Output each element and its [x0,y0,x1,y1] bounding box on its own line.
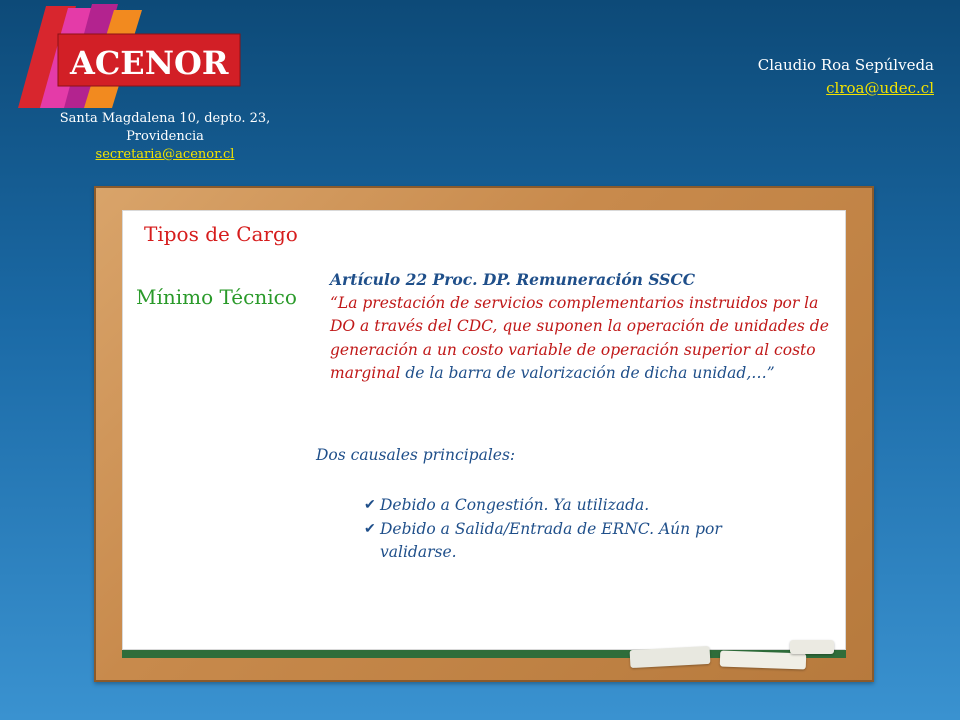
slide-title: Tipos de Cargo [144,222,298,246]
article-heading: Artículo 22 Proc. DP. Remuneración SSCC [330,270,696,289]
chalkboard-frame [94,186,874,682]
checkmark-icon: ✔ [364,497,376,513]
article-quote-blue: de la barra de valorización de dicha unidad,…” [400,364,775,382]
list-item-text: Debido a Congestión. Ya utilizada. [380,496,650,514]
logo-text: ACENOR [70,44,229,82]
checkmark-icon: ✔ [364,520,376,537]
author-block [758,54,934,100]
list-item [366,494,786,518]
causales-label: Dos causales principales: [316,446,516,464]
acenor-logo [18,4,248,108]
address-line-1: Santa Magdalena 10, depto. 23, [59,111,271,126]
causales-list [366,494,786,565]
chalk-piece-icon [790,640,834,654]
article-quote-red: “La prestación de servicios complementarios instruidos por la DO a través del CDC, que suponen la operación de unidades de generación a un costo variable de operación superior al costo marginal [330,293,829,382]
list-item [366,518,786,565]
article-text [330,268,830,386]
address-block [40,110,290,164]
author-name: Claudio Roa Sepúlveda [757,56,934,74]
secretaria-email-link[interactable]: secretaria@acenor.cl [95,147,235,162]
address-line-2: Providencia [126,129,204,144]
slide-subtitle: Mínimo Técnico [136,285,297,309]
author-email-link[interactable]: clroa@udec.cl [826,79,934,97]
list-item-text: Debido a Salida/Entrada de ERNC. Aún por validarse. [380,519,722,561]
